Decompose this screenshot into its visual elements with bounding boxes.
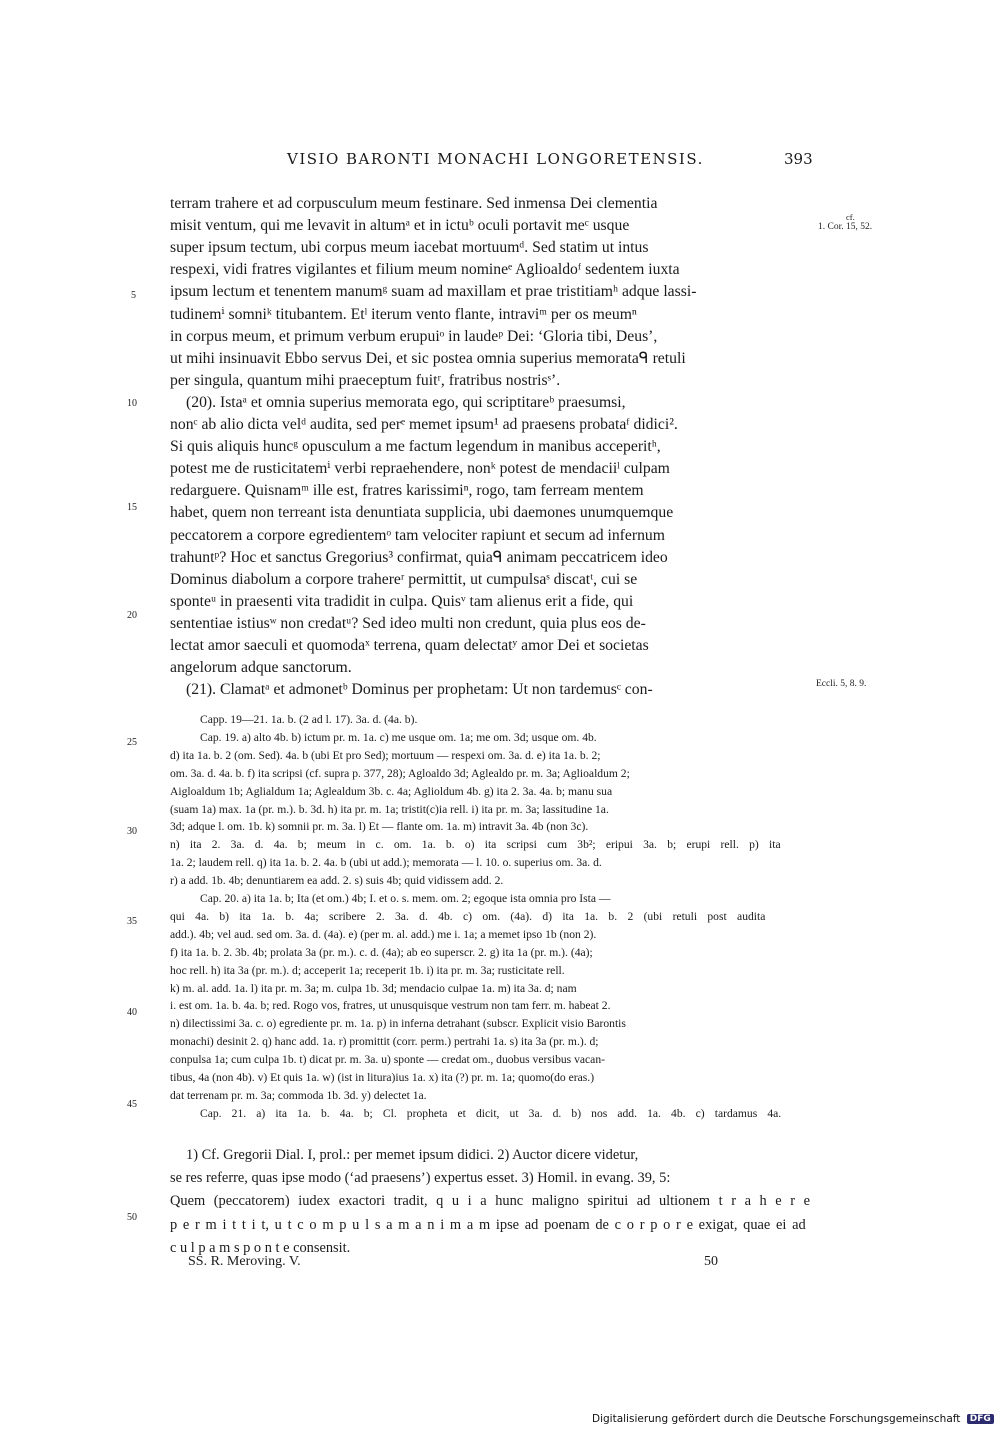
text-line: respexi, vidi fratres vigilantes et filium meum nomineᵉ Aglioaldoᶠ sedentem iuxta	[170, 261, 680, 279]
apparatus-line: 1a. 2; laudem rell. q) ita 1a. b. 2. 4a. b (ubi ut add.); memorata — l. 10. o. superius om. 3a. d.	[170, 856, 602, 870]
line-number: 35	[127, 916, 137, 927]
page-number: 393	[784, 150, 813, 168]
apparatus-line: d) ita 1a. b. 2 (om. Sed). 4a. b (ubi Et pro Sed); mortuum — respexi om. 3a. d. e) ita 1a. b. 2;	[170, 748, 601, 762]
signature-mark: 50	[704, 1254, 718, 1269]
apparatus-line: om. 3a. d. 4a. b. f) ita scripsi (cf. supra p. 377, 28); Agloaldo 3d; Aglealdo pr. m. 3a; Aglioaldum 2;	[170, 766, 630, 780]
margin-ref-corinthians: 1. Cor. 15, 52.	[818, 222, 873, 232]
footnote-line: p e r m i t t i t, u t c o m p u l s a m a n i m a m ipse ad poenam de c o r p o r e exigat, quae ei ad	[170, 1216, 806, 1233]
running-title: VISIO BARONTI MONACHI LONGORETENSIS.	[287, 150, 704, 168]
line-number: 45	[127, 1099, 137, 1110]
text-line: (21). Clamatᵃ et admonetᵇ Dominus per prophetam: Ut non tardemusᶜ con-	[186, 681, 653, 699]
apparatus-line: add.). 4b; vel aud. sed om. 3a. d. (4a). e) (per m. al. add.) me i. 1a; a memet ipso 1b (non 2).	[170, 927, 597, 941]
apparatus-line: Capp. 19—21. 1a. b. (2 ad l. 17). 3a. d. (4a. b).	[200, 713, 418, 726]
apparatus-line: hoc rell. h) ita 3a (pr. m.). d; acceperit 1a; receperit 1b. i) ita pr. m. 3a; rusticitate rell.	[170, 963, 565, 977]
text-line: redarguere. Quisnamᵐ ille est, fratres karissimiⁿ, rogo, tam ferream mentem	[170, 482, 644, 500]
apparatus-line: tibus, 4a (non 4b). v) Et quis 1a. w) (ist in litura)ius 1a. x) ita (?) pr. m. 1a; quomo(do eras.)	[170, 1071, 595, 1084]
footnote-line: Quem (peccatorem) iudex exactori tradit, q u i a hunc maligno spiritui ad ultionem t r a h e r e	[170, 1193, 810, 1210]
text-line: potest me de rusticitatemⁱ verbi repraehendere, nonᵏ potest de mendaciiˡ culpam	[170, 460, 670, 478]
text-line: super ipsum tectum, ubi corpus meum iacebat mortuumᵈ. Sed statim ut intus	[170, 239, 649, 257]
footnote-line: se res referre, quas ipse modo (‘ad praesens’) expertus esset. 3) Homil. in evang. 39, 5:	[170, 1170, 671, 1187]
apparatus-line: Cap. 21. a) ita 1a. b. 4a. b; Cl. propheta et dicit, ut 3a. d. b) nos add. 1a. 4b. c) tardamus 4a.	[200, 1106, 782, 1120]
line-number: 5	[131, 290, 136, 301]
text-line: Si quis aliquis huncᵍ opusculum a me factum legendum in manibus acceperitʰ,	[170, 438, 661, 456]
apparatus-line: Cap. 19. a) alto 4b. b) ictum pr. m. 1a. c) me usque om. 1a; me om. 3d; usque om. 4b.	[200, 730, 597, 744]
apparatus-line: monachi) desinit 2. q) hanc add. 1a. r) promittit (corr. perm.) pertrahi 1a. s) ita 3a (pr. m.). d;	[170, 1035, 599, 1049]
footnote-line: c u l p a m s p o n t e consensit.	[170, 1239, 351, 1256]
apparatus-line: n) dilectissimi 3a. c. o) egrediente pr. m. 1a. p) in inferna detrahant (subscr. Explicit visio Barontis	[170, 1017, 626, 1031]
apparatus-line: k) m. al. add. 1a. l) ita pr. m. 3a; m. culpa 1b. 3d; mendacio culpae 1a. m) ita 3a. d; nam	[170, 981, 577, 995]
text-line: habet, quem non terreant ista denuntiata supplicia, ubi daemones unumquemque	[170, 504, 674, 522]
text-line: angelorum adque sanctorum.	[170, 659, 352, 677]
text-line: sponteᵘ in praesenti vita tradidit in culpa. Quisᵛ tam alienus erit a fide, qui	[170, 592, 634, 610]
dfg-logo: DFG	[967, 1414, 994, 1424]
apparatus-line: r) a add. 1b. 4b; denuntiarem ea add. 2. s) suis 4b; quid vidissem add. 2.	[170, 874, 504, 888]
text-line: trahuntᵖ? Hoc et sanctus Gregorius³ confirmat, quiaᑫ animam peccatricem ideo	[170, 548, 668, 566]
page-header	[0, 150, 1000, 174]
text-line: misit ventum, qui me levavit in altumᵃ et in ictuᵇ oculi portavit meᶜ usque	[170, 217, 630, 235]
digitization-credit	[592, 1413, 994, 1429]
text-line: in corpus meum, et primum verbum erupuiᵒ in laudeᵖ Dei: ‘Gloria tibi, Deus’,	[170, 327, 658, 345]
margin-ref-ecclesiasticus: Eccli. 5, 8. 9.	[816, 679, 867, 689]
line-number: 15	[127, 502, 137, 513]
line-number: 20	[127, 610, 137, 621]
line-number: 30	[127, 826, 137, 837]
apparatus-line: n) ita 2. 3a. d. 4a. b; meum in c. om. 1a. b. o) ita scripsi cum 3b²; eripui 3a. b; erupi rell. p) ita	[170, 838, 781, 852]
line-number: 25	[127, 737, 137, 748]
text-line: sententiae istiusʷ non credatᵘ? Sed ideo multi non credunt, quia plus eos de-	[170, 614, 646, 632]
footnote-line: 1) Cf. Gregorii Dial. I, prol.: per memet ipsum didici. 2) Auctor dicere videtur,	[186, 1147, 639, 1163]
digitization-note: Digitalisierung gefördert durch die Deutsche Forschungsgemeinschaft	[592, 1413, 961, 1425]
apparatus-line: qui 4a. b) ita 1a. b. 4a; scribere 2. 3a. d. 4b. c) om. (4a). d) ita 1a. b. 2 (ubi retuli post audita	[170, 909, 766, 923]
line-number: 40	[127, 1007, 137, 1018]
apparatus-line: conpulsa 1a; cum culpa 1b. t) dicat pr. m. 3a. u) sponte — credat om., duobus versibus vacan-	[170, 1053, 605, 1067]
apparatus-line: f) ita 1a. b. 2. 3b. 4b; prolata 3a (pr. m.). c. d. (4a); ab eo superscr. 2. g) ita 1a (pr. m.). (4a);	[170, 945, 593, 959]
apparatus-line: i. est om. 1a. b. 4a. b; red. Rogo vos, fratres, ut unusquisque vestrum non tam ferr. m. habeat 2.	[170, 999, 611, 1013]
text-line: lectat amor saeculi et quomodaˣ terrena, quam delectatʸ amor Dei et societas	[170, 637, 649, 654]
apparatus-line: 3d; adque l. om. 1b. k) somnii pr. m. 3a. l) Et — flante om. 1a. m) intravit 3a. 4b (non 3c).	[170, 820, 589, 834]
text-line: tudinemⁱ somniᵏ titubantem. Etˡ iterum vento flante, intraviᵐ per os meumⁿ	[170, 305, 637, 323]
apparatus-line: Aigloaldum 1b; Aglialdum 1a; Aglealdum 3b. c. 4a; Aglioldum 4b. g) ita 2. 3a. 4a. b; manu sua	[170, 784, 613, 798]
text-line: nonᶜ ab alio dicta velᵈ audita, sed perᵉ memet ipsum¹ ad praesens probataᶠ didici².	[170, 416, 678, 433]
apparatus-line: Cap. 20. a) ita 1a. b; Ita (et om.) 4b; I. et o. s. mem. om. 2; egoque ista omnia pro Ista —	[200, 892, 611, 905]
line-number: 50	[127, 1212, 137, 1223]
apparatus-line: (suam 1a) max. 1a (pr. m.). b. 3d. h) ita pr. m. 1a; tristit(c)ia rell. i) ita pr. m. 3a; lassitudine 1a.	[170, 802, 609, 816]
text-line: peccatorem a corpore egredientemᵒ tam velociter rapiunt et secum ad infernum	[170, 526, 665, 544]
text-line: per singula, quantum mihi praeceptum fuitʳ, fratribus nostrisˢ’.	[170, 371, 561, 389]
text-line: terram trahere et ad corpusculum meum festinare. Sed inmensa Dei clementia	[170, 195, 658, 212]
margin-ref-cf: cf.	[846, 212, 855, 222]
apparatus-line: dat terrenam pr. m. 3a; commoda 1b. 3d. y) delectet 1a.	[170, 1088, 427, 1102]
series-title: SS. R. Meroving. V.	[188, 1254, 301, 1269]
text-line: ipsum lectum et tenentem manumᵍ suam ad maxillam et prae tristitiamʰ adque lassi-	[170, 283, 697, 301]
text-line: (20). Istaᵃ et omnia superius memorata ego, qui scriptitareᵇ praesumsi,	[186, 393, 626, 411]
line-number: 10	[127, 398, 137, 409]
text-line: ut mihi insinuavit Ebbo servus Dei, et sic postea omnia superius memorataᑫ retuli	[170, 349, 686, 367]
text-line: Dominus diabolum a corpore trahereʳ permittit, ut cumpulsaˢ discatᵗ, cui se	[170, 570, 638, 588]
